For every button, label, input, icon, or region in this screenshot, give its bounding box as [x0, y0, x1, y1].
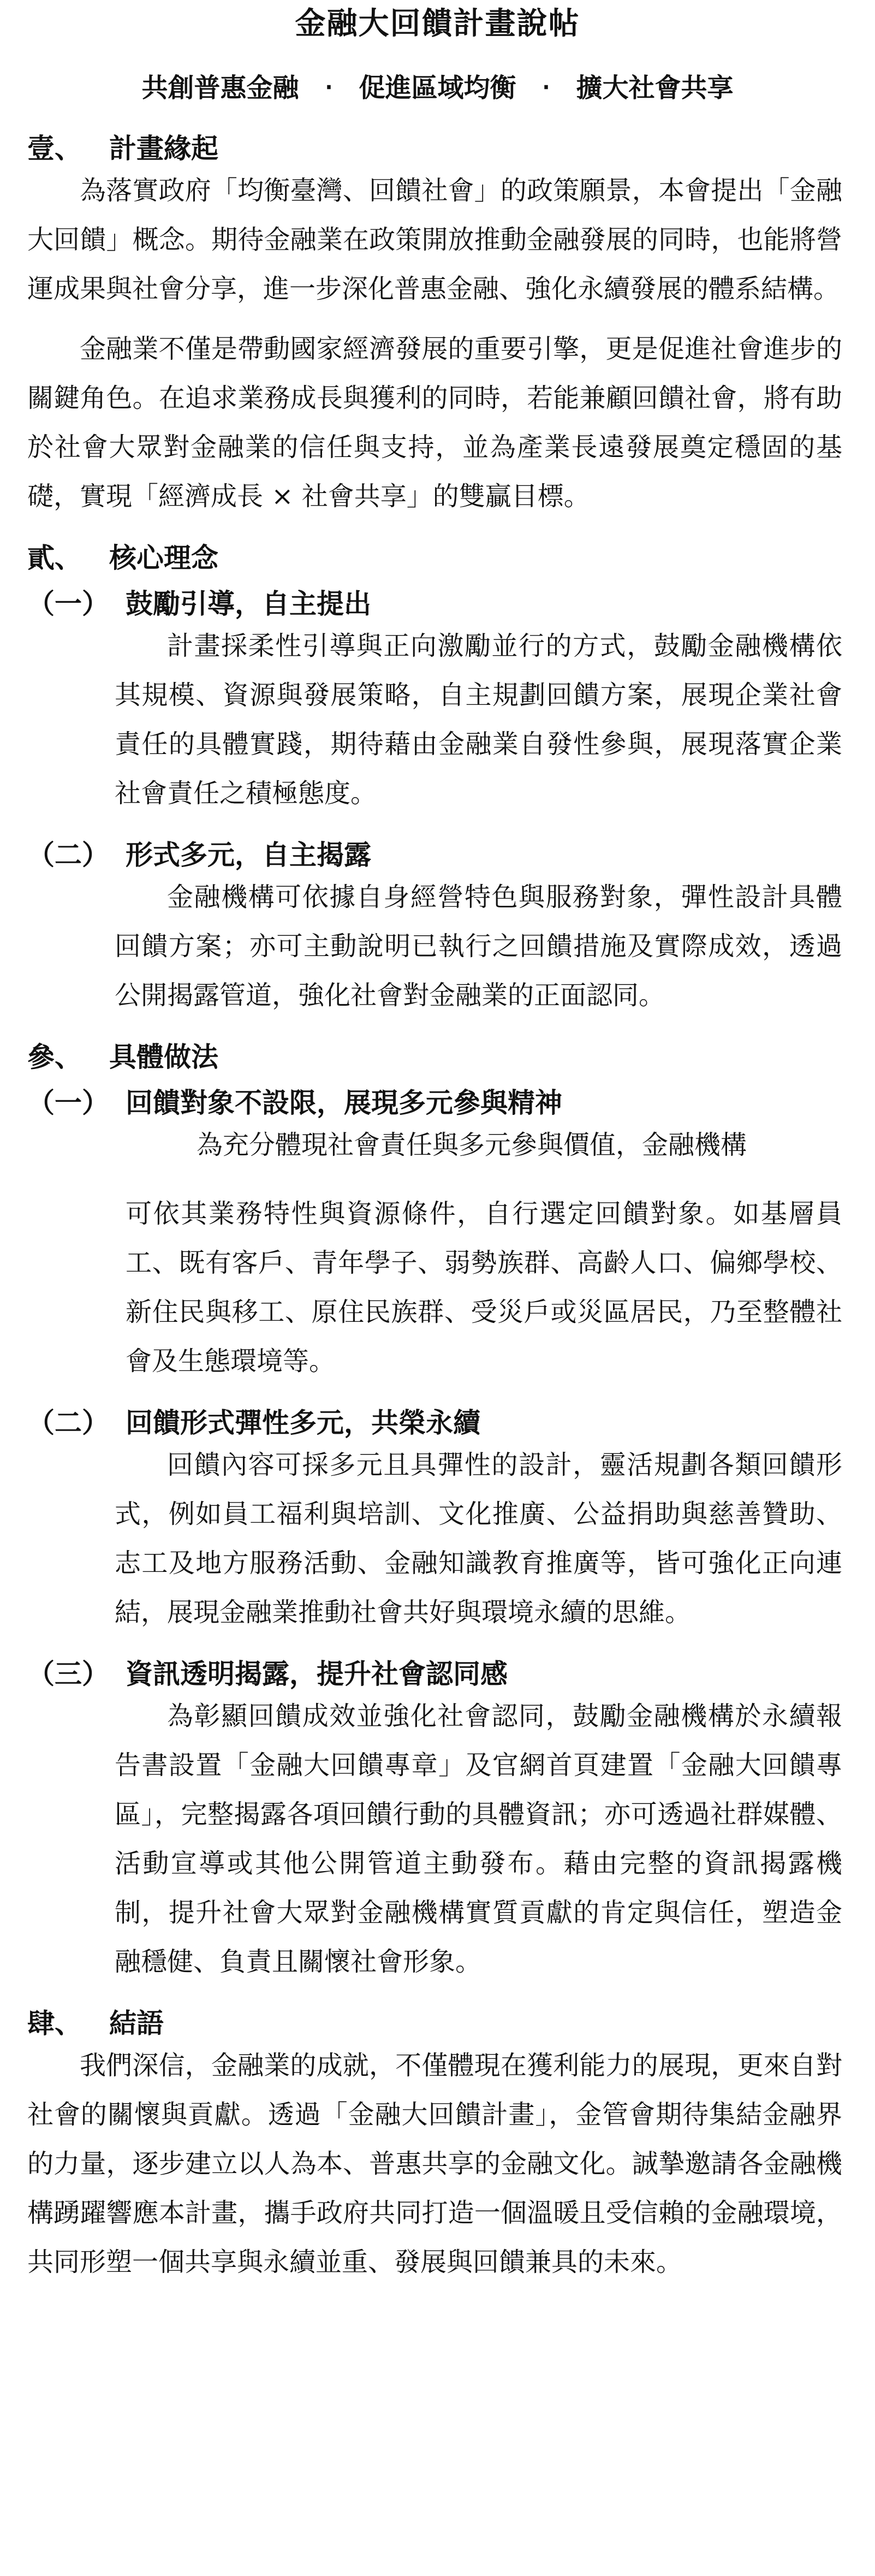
subsection-heading: [27, 838, 848, 872]
subsection-number: （一）: [27, 587, 109, 620]
section-background: [27, 131, 848, 521]
subsection-heading: [27, 1657, 848, 1691]
subsection-number: （二）: [27, 839, 109, 871]
section-implementation: [27, 1040, 848, 1986]
paragraph: 金融業不僅是帶動國家經濟發展的重要引擎，更是促進社會進步的關鍵角色。在追求業務成長與獲利的同時，若能兼顧回饋社會，將有助於社會大眾對金融業的信任與支持，並為產業長遠發展奠定穩固的基礎，實現「經濟成長 × 社會共享」的雙贏目標。: [27, 334, 842, 512]
subsection-heading: [27, 1405, 848, 1440]
subtitle-separator-2: ‧: [541, 73, 551, 103]
section-heading: [27, 541, 848, 575]
section-title: 核心理念: [109, 542, 218, 574]
paragraph: 為落實政府「均衡臺灣、回饋社會」的政策願景，本會提出「金融大回饋」概念。期待金融業在政策開放推動金融發展的同時，也能將營運成果與社會分享，進一步深化普惠金融、強化永續發展的體系結構。: [27, 175, 842, 304]
section-core-concepts: [27, 541, 848, 1020]
subsection-title: 鼓勵引導，自主提出: [126, 587, 371, 620]
subsection-heading: [27, 1085, 848, 1120]
subtitle-part-3: 擴大社會共享: [576, 73, 734, 103]
subtitle-part-2: 促進區域均衡: [359, 73, 516, 103]
section-heading: [27, 131, 848, 166]
section-title: 具體做法: [109, 1041, 218, 1073]
section-number: 壹、: [27, 132, 82, 164]
paragraph-first-line: 為充分體現社會責任與多元參與價值，金融機構: [197, 1130, 747, 1160]
paragraph: 可依其業務特性與資源條件，自行選定回饋對象。如基層員工、既有客戶、青年學子、弱勢族群、高齡人口、偏鄉學校、新住民與移工、原住民族群、受災戶或災區居民，乃至整體社會及生態環境等。: [126, 1198, 842, 1376]
subsection-title: 回饋形式彈性多元，共榮永續: [126, 1406, 480, 1439]
paragraph: 計畫採柔性引導與正向激勵並行的方式，鼓勵金融機構依其規模、資源與發展策略，自主規劃回饋方案，展現企業社會責任的具體實踐，期待藉由金融業自發性參與，展現落實企業社會責任之積極態度。: [115, 631, 842, 809]
subsection-title: 形式多元，自主揭露: [126, 839, 371, 871]
section-heading: [27, 2006, 848, 2041]
section-title: 計畫緣起: [109, 132, 218, 164]
paragraph: 回饋內容可採多元且具彈性的設計，靈活規劃各類回饋形式，例如員工福利與培訓、文化推廣、公益捐助與慈善贊助、志工及地方服務活動、金融知識教育推廣等，皆可強化正向連結，展現金融業推動社會共好與環境永續的思維。: [115, 1450, 842, 1628]
subsection-number: （三）: [27, 1658, 109, 1690]
subsection-number: （一）: [27, 1087, 109, 1119]
subsection-number: （二）: [27, 1406, 109, 1439]
section-number: 參、: [27, 1041, 82, 1073]
section-heading: [27, 1040, 848, 1075]
paragraph: 我們深信，金融業的成就，不僅體現在獲利能力的展現，更來自對社會的關懷與貢獻。透過「金融大回饋計畫」，金管會期待集結金融界的力量，逐步建立以人為本、普惠共享的金融文化。誠摯邀請各金融機構踴躍響應本計畫，攜手政府共同打造一個溫暖且受信賴的金融環境，共同形塑一個共享與永續並重、發展與回饋兼具的未來。: [27, 2050, 842, 2277]
subsection-title: 回饋對象不設限，展現多元參與精神: [126, 1087, 562, 1119]
paragraph: 金融機構可依據自身經營特色與服務對象，彈性設計具體回饋方案；亦可主動說明已執行之回饋措施及實際成效，透過公開揭露管道，強化社會對金融業的正面認同。: [115, 882, 842, 1011]
subtitle-separator-1: ‧: [324, 73, 334, 103]
section-conclusion: [27, 2006, 848, 2287]
paragraph: 為彰顯回饋成效並強化社會認同，鼓勵金融機構於永續報告書設置「金融大回饋專章」及官網首頁建置「金融大回饋專區」，完整揭露各項回饋行動的具體資訊；亦可透過社群媒體、活動宣導或其他公開管道主動發布。藉由完整的資訊揭露機制，提升社會大眾對金融機構實質貢獻的肯定與信任，塑造金融穩健、負責且關懷社會形象。: [115, 1701, 842, 1977]
document-subtitle: [27, 71, 848, 105]
section-number: 貳、: [27, 542, 82, 574]
subsection-title: 資訊透明揭露，提升社會認同感: [126, 1658, 508, 1690]
document-title: 金融大回饋計畫說帖: [295, 5, 580, 41]
section-number: 肆、: [27, 2007, 82, 2039]
subsection-heading: [27, 586, 848, 621]
section-title: 結語: [109, 2007, 164, 2039]
subtitle-part-1: 共創普惠金融: [141, 73, 299, 103]
